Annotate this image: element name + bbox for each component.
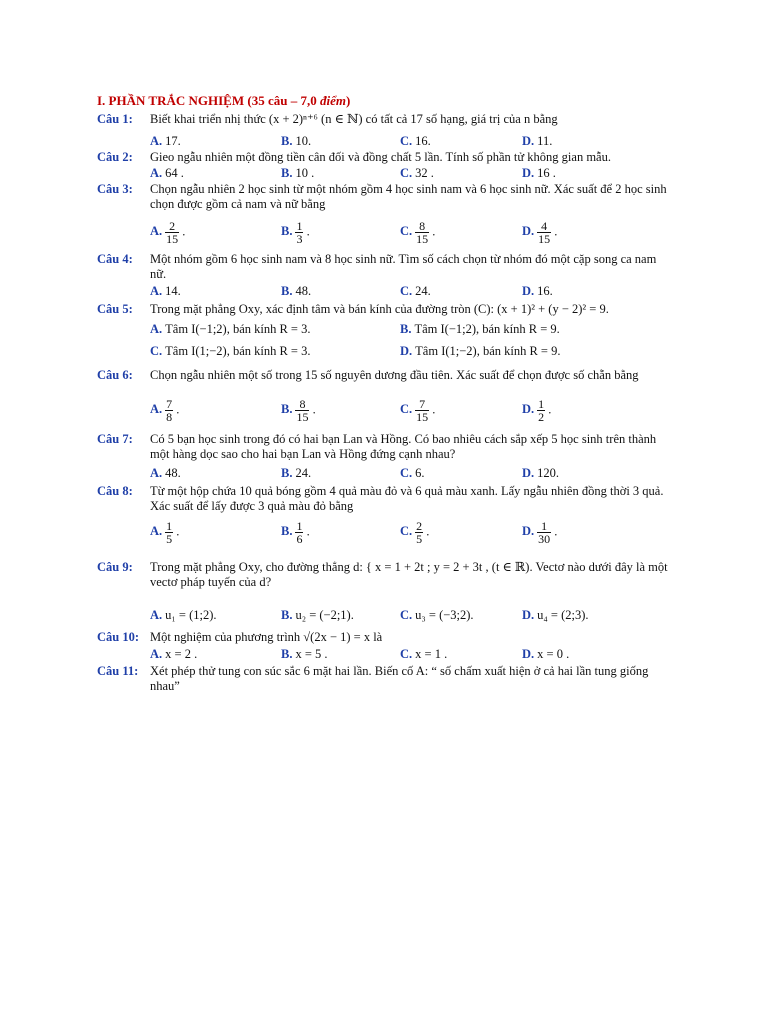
option-text: Tâm I(1;−2), bán kính R = 3. <box>165 344 311 358</box>
options-row <box>150 344 670 362</box>
option-d[interactable] <box>522 284 553 299</box>
option-c[interactable] <box>400 398 435 423</box>
option-label: A. <box>150 608 163 622</box>
option-text: Tâm I(−1;2), bán kính R = 3. <box>165 322 311 336</box>
section-points <box>247 93 350 108</box>
options-row <box>150 519 670 546</box>
option-label: A. <box>150 524 163 539</box>
fraction <box>165 220 179 245</box>
fraction-denominator: 15 <box>166 232 179 246</box>
option-b[interactable] <box>281 647 328 662</box>
option-label: C. <box>150 344 163 358</box>
question-text: Trong mặt phẳng Oxy, xác định tâm và bán kính của đường tròn (C): (x + 1)² + (y − 2)² = 9. <box>150 302 609 316</box>
option-d[interactable] <box>400 344 560 359</box>
option-b[interactable] <box>281 134 311 149</box>
options-row <box>150 322 670 340</box>
option-b[interactable] <box>281 466 311 481</box>
option-label: D. <box>522 647 535 661</box>
option-c[interactable] <box>400 134 431 149</box>
option-label: A. <box>150 466 163 480</box>
option-label: B. <box>281 284 293 298</box>
option-a[interactable] <box>150 322 310 337</box>
option-b[interactable] <box>281 398 316 423</box>
option-label: C. <box>400 134 413 148</box>
option-text: 10 . <box>295 166 315 180</box>
option-label: C. <box>400 166 413 180</box>
question-number: Câu 9: <box>97 560 133 574</box>
option-a[interactable] <box>150 520 179 545</box>
option-b[interactable] <box>281 166 314 181</box>
option-c[interactable] <box>400 284 431 299</box>
fraction-period: . <box>303 524 310 539</box>
option-label: C. <box>400 466 413 480</box>
option-text: u₂ = (−2;1). <box>295 608 354 622</box>
option-d[interactable] <box>522 398 551 423</box>
question-text: Có 5 bạn học sinh trong đó có hai bạn Lan và Hồng. Có bao nhiêu cách sắp xếp 5 học sinh trên thành một hàng dọc sao cho hai bạn Lan và Hồng đứng cạnh nhau? <box>150 432 657 461</box>
option-label: B. <box>281 647 293 661</box>
fraction-numerator: 1 <box>166 519 173 533</box>
option-label: B. <box>400 322 412 336</box>
option-text: x = 1 . <box>415 647 448 661</box>
option-text: u₁ = (1;2). <box>165 608 217 622</box>
option-label: D. <box>522 466 535 480</box>
question-text: Xét phép thử tung con súc sắc 6 mặt hai lần. Biến cố A: “ số chấm xuất hiện ở cả hai lần tung giống nhau” <box>150 664 649 693</box>
fraction-numerator: 8 <box>419 219 426 233</box>
option-label: C. <box>400 608 413 622</box>
fraction-period: . <box>551 524 558 539</box>
fraction-denominator: 6 <box>296 532 303 546</box>
option-label: A. <box>150 224 163 239</box>
option-label: C. <box>400 524 413 539</box>
fraction-denominator: 5 <box>166 532 173 546</box>
question-number: Câu 2: <box>97 150 133 164</box>
fraction-period: . <box>303 224 310 239</box>
option-text: 64 . <box>165 166 184 180</box>
options-row <box>150 219 670 246</box>
option-c[interactable] <box>150 344 310 359</box>
fraction-denominator: 15 <box>296 410 309 424</box>
section-title: I. PHẦN TRẮC NGHIỆM <box>97 93 245 108</box>
fraction <box>165 398 173 423</box>
question-number: Câu 11: <box>97 664 139 678</box>
option-label: C. <box>400 647 413 661</box>
option-label: D. <box>522 524 535 539</box>
question-text: Biết khai triển nhị thức (x + 2)ⁿ⁺⁶ (n ∈ ℕ) có tất cả 17 số hạng, giá trị của n bằng <box>150 112 558 126</box>
option-c[interactable] <box>400 647 447 662</box>
option-label: B. <box>281 466 293 480</box>
option-a[interactable] <box>150 284 181 299</box>
option-c[interactable] <box>400 520 429 545</box>
option-a[interactable] <box>150 466 181 481</box>
option-text: Tâm I(1;−2), bán kính R = 9. <box>415 344 561 358</box>
fraction-denominator: 2 <box>538 410 545 424</box>
option-a[interactable] <box>150 608 217 623</box>
fraction-period: . <box>173 524 180 539</box>
option-a[interactable] <box>150 647 197 662</box>
fraction-denominator: 8 <box>166 410 173 424</box>
fraction-denominator: 3 <box>296 232 303 246</box>
fraction-numerator: 2 <box>169 219 176 233</box>
option-text: 6. <box>415 466 425 480</box>
option-label: D. <box>522 134 535 148</box>
option-label: A. <box>150 284 163 298</box>
fraction-numerator: 8 <box>299 397 306 411</box>
option-label: B. <box>281 608 293 622</box>
fraction-numerator: 7 <box>419 397 426 411</box>
option-label: B. <box>281 166 293 180</box>
fraction-numerator: 2 <box>416 519 423 533</box>
option-label: B. <box>281 224 293 239</box>
option-label: D. <box>522 166 535 180</box>
fraction-period: . <box>309 402 316 417</box>
option-b[interactable] <box>281 520 310 545</box>
question-text: Trong mặt phẳng Oxy, cho đường thẳng d: { x = 1 + 2t ; y = 2 + 3t , (t ∈ ℝ). Vectơ nào dưới đây là một vectơ pháp tuyến của d? <box>150 560 668 589</box>
options-row <box>150 284 670 302</box>
fraction-period: . <box>179 224 186 239</box>
fraction-numerator: 7 <box>166 397 173 411</box>
option-label: D. <box>400 344 413 358</box>
option-b[interactable] <box>281 284 311 299</box>
option-text: 14. <box>165 284 181 298</box>
fraction-period: . <box>173 402 180 417</box>
option-label: C. <box>400 284 413 298</box>
option-d[interactable] <box>522 466 559 481</box>
question-number: Câu 10: <box>97 630 140 644</box>
option-label: A. <box>150 402 163 417</box>
option-label: C. <box>400 402 413 417</box>
option-text: x = 5 . <box>295 647 328 661</box>
option-text: 48. <box>165 466 181 480</box>
question-number: Câu 1: <box>97 112 133 126</box>
option-d[interactable] <box>522 220 557 245</box>
question-text: Một nghiệm của phương trình √(2x − 1) = x là <box>150 630 383 644</box>
option-a[interactable] <box>150 398 179 423</box>
option-d[interactable] <box>522 520 557 545</box>
options-row <box>150 647 670 665</box>
option-c[interactable] <box>400 220 435 245</box>
option-label: C. <box>400 224 413 239</box>
option-label: D. <box>522 224 535 239</box>
fraction <box>415 398 429 423</box>
option-label: B. <box>281 402 293 417</box>
option-a[interactable] <box>150 134 181 149</box>
question-text: Chọn ngẫu nhiên 2 học sinh từ một nhóm gồm 4 học sinh nam và 6 học sinh nữ. Xác suất để 2 học sinh chọn được gồm cả nam và nữ bằng <box>150 182 667 211</box>
option-d[interactable] <box>522 647 569 662</box>
option-text: 32 . <box>415 166 434 180</box>
points-em: điểm <box>319 93 346 108</box>
fraction <box>415 520 423 545</box>
option-text: x = 0 . <box>537 647 570 661</box>
option-label: B. <box>281 134 293 148</box>
option-text: 16 . <box>537 166 556 180</box>
option-a[interactable] <box>150 220 185 245</box>
option-label: A. <box>150 166 163 180</box>
fraction-numerator: 4 <box>541 219 548 233</box>
question-text: Gieo ngẫu nhiên một đồng tiền cân đối và đồng chất 5 lần. Tính số phần tử không gian mẫu. <box>150 150 611 164</box>
fraction <box>415 220 429 245</box>
fraction <box>537 520 551 545</box>
fraction-period: . <box>423 524 430 539</box>
option-c[interactable] <box>400 608 474 623</box>
question-text: Chọn ngẫu nhiên một số trong 15 số nguyên dương đầu tiên. Xác suất để chọn được số chẵn bằng <box>150 368 639 382</box>
options-row <box>150 397 670 424</box>
option-text: Tâm I(−1;2), bán kính R = 9. <box>414 322 560 336</box>
fraction-numerator: 1 <box>541 519 548 533</box>
question-number: Câu 8: <box>97 484 133 498</box>
option-text: 24. <box>295 466 312 480</box>
option-text: 17. <box>165 134 181 148</box>
option-c[interactable] <box>400 166 434 181</box>
question-text: Một nhóm gồm 6 học sinh nam và 8 học sinh nữ. Tìm số cách chọn từ nhóm đó một cặp song ca nam nữ. <box>150 252 657 281</box>
option-text: 16. <box>537 284 553 298</box>
option-text: 120. <box>537 466 560 480</box>
option-label: A. <box>150 322 163 336</box>
option-b[interactable] <box>400 322 560 337</box>
fraction-numerator: 1 <box>538 397 545 411</box>
question-number: Câu 5: <box>97 302 133 316</box>
fraction-numerator: 1 <box>296 219 303 233</box>
option-b[interactable] <box>281 608 354 623</box>
option-a[interactable] <box>150 166 184 181</box>
fraction <box>165 520 173 545</box>
option-label: B. <box>281 524 293 539</box>
question-number: Câu 4: <box>97 252 133 266</box>
question-text: Từ một hộp chứa 10 quả bóng gồm 4 quả màu đỏ và 6 quả màu xanh. Lấy ngẫu nhiên đồng thời 3 quả. Xác suất để lấy được 3 quả màu đỏ bằng <box>150 484 664 513</box>
option-label: A. <box>150 647 163 661</box>
fraction <box>537 220 551 245</box>
option-label: A. <box>150 134 163 148</box>
option-d[interactable] <box>522 166 556 181</box>
fraction-numerator: 1 <box>296 519 303 533</box>
option-text: 24. <box>415 284 431 298</box>
fraction <box>295 398 309 423</box>
option-text: x = 2 . <box>165 647 198 661</box>
option-text: u₃ = (−3;2). <box>415 608 474 622</box>
fraction-period: . <box>551 224 558 239</box>
fraction-denominator: 15 <box>538 232 551 246</box>
points-suffix: ) <box>345 93 351 108</box>
fraction-period: . <box>545 402 552 417</box>
fraction-denominator: 30 <box>538 532 551 546</box>
option-d[interactable] <box>522 134 552 149</box>
option-text: u₄ = (2;3). <box>537 608 589 622</box>
option-text: 16. <box>415 134 431 148</box>
option-label: D. <box>522 402 535 417</box>
question-number: Câu 3: <box>97 182 133 196</box>
section-heading <box>97 93 350 109</box>
option-text: 48. <box>295 284 312 298</box>
option-text: 11. <box>537 134 553 148</box>
option-label: D. <box>522 608 535 622</box>
question-number: Câu 6: <box>97 368 133 382</box>
question-number: Câu 7: <box>97 432 133 446</box>
option-label: D. <box>522 284 535 298</box>
fraction-denominator: 15 <box>416 410 429 424</box>
option-d[interactable] <box>522 608 589 623</box>
points-prefix: (35 câu – 7,0 <box>247 93 320 108</box>
option-b[interactable] <box>281 220 310 245</box>
fraction-denominator: 5 <box>416 532 423 546</box>
option-c[interactable] <box>400 466 425 481</box>
fraction-period: . <box>429 402 436 417</box>
fraction-denominator: 15 <box>416 232 429 246</box>
fraction-period: . <box>429 224 436 239</box>
fraction <box>537 398 545 423</box>
option-text: 10. <box>295 134 312 148</box>
options-row <box>150 608 670 626</box>
options-row <box>150 466 670 484</box>
